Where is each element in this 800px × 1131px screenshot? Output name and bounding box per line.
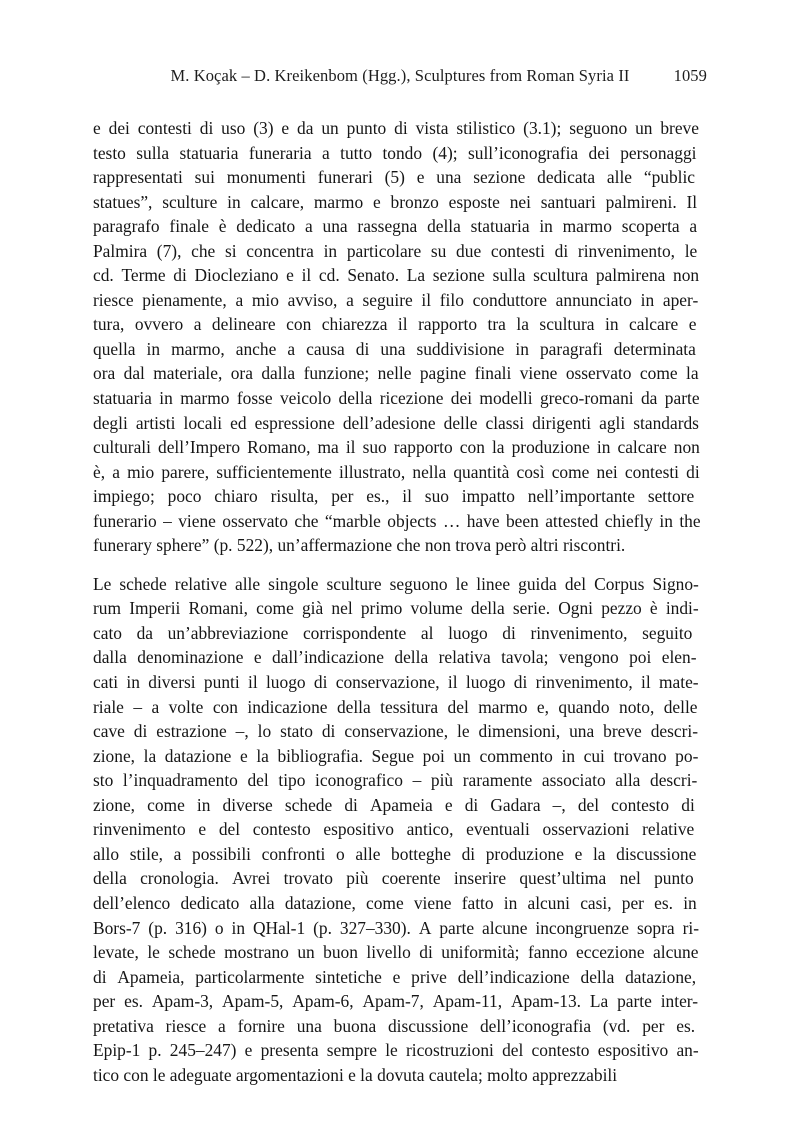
text-line: statues”, sculture in calcare, marmo e bronzo esposte nei santuari palmireni. Il [93, 191, 698, 212]
text-line: dell’elenco dedicato alla datazione, come viene fatto in alcuni casi, per es. in [93, 892, 697, 913]
text-line: cd. Terme di Diocleziano e il cd. Senato. La sezione sulla scultura palmirena non [93, 265, 700, 286]
text-line: di Apameia, particolarmente sintetiche e prive dell’indicazione della datazione, [93, 966, 697, 987]
text-line: Palmira (7), che si concentra in particolare su due contesti di rinvenimento, le [93, 240, 698, 261]
text-line: allo stile, a possibili confronti o alle botteghe di produzione e la discussione [93, 843, 697, 864]
text-line: riesce pienamente, a mio avviso, a seguire il filo conduttore annunciato in aper- [93, 289, 699, 310]
body-text-block [93, 116, 707, 1087]
text-line: funerario – viene osservato che “marble objects … have been attested chiefly in the [93, 510, 701, 531]
text-line: tico con le adeguate argomentazioni e la dovuta cautela; molto apprezzabili [93, 1064, 618, 1085]
text-line: ora dal materiale, ora dalla funzione; nelle pagine finali viene osservato come la [93, 363, 699, 384]
text-line: funerary sphere” (p. 522), un’affermazione che non trova però altri riscontri. [93, 535, 626, 556]
text-line: è, a mio parere, sufficientemente illustrato, nella quantità così come nei contesti di [93, 461, 700, 482]
text-line: riale – a volte con indicazione della tessitura del marmo e, quando noto, delle [93, 696, 698, 717]
text-line: degli artisti locali ed espressione dell’adesione delle classi dirigenti agli standards [93, 412, 699, 433]
text-line: Epip-1 p. 245–247) e presenta sempre le ricostruzioni del contesto espositivo an- [93, 1040, 699, 1061]
text-line: della cronologia. Avrei trovato più coerente inserire quest’ultima nel punto [93, 868, 694, 889]
text-line: statuaria in marmo fosse veicolo della ricezione dei modelli greco-romani da parte [93, 388, 700, 409]
text-line: rum Imperii Romani, come già nel primo volume della serie. Ogni pezzo è indi- [93, 598, 699, 619]
text-line: zione, come in diverse schede di Apameia e di Gadara –, del contesto di [93, 794, 695, 815]
page-number: 1059 [673, 66, 707, 85]
text-line: culturali dell’Impero Romano, ma il suo rapporto con la produzione in calcare non [93, 437, 700, 458]
text-line: impiego; poco chiaro risulta, per es., il suo impatto nell’importante settore [93, 486, 695, 507]
text-line: quella in marmo, anche a causa di una suddivisione in paragrafi determinata [93, 338, 696, 359]
paragraph-2 [93, 572, 707, 1087]
running-header [93, 66, 707, 92]
text-line: levate, le schede mostrano un buon livello di uniformità; fanno eccezione alcune [93, 942, 699, 963]
text-line: testo sulla statuaria funeraria a tutto tondo (4); sull’iconografia dei personaggi [93, 142, 697, 163]
text-line: zione, la datazione e la bibliografia. Segue poi un commento in cui trovano po- [93, 745, 699, 766]
text-line: cati in diversi punti il luogo di conservazione, il luogo di rinvenimento, il mate- [93, 672, 699, 693]
text-line: paragrafo finale è dedicato a una rassegna della statuaria in marmo scoperta a [93, 216, 698, 237]
text-line: rappresentati sui monumenti funerari (5) e una sezione dedicata alle “public [93, 167, 696, 188]
text-line: e dei contesti di uso (3) e da un punto di vista stilistico (3.1); seguono un breve [93, 118, 699, 138]
text-line: rinvenimento e del contesto espositivo antico, eventuali osservazioni relative [93, 819, 695, 840]
text-line: dalla denominazione e dall’indicazione della relativa tavola; vengono poi elen- [93, 647, 697, 668]
text-line: cato da un’abbreviazione corrispondente al luogo di rinvenimento, seguito [93, 622, 693, 643]
text-line: cave di estrazione –, lo stato di conservazione, le dimensioni, una breve descri- [93, 721, 699, 742]
text-line: Le schede relative alle singole sculture seguono le linee guida del Corpus Signo- [93, 573, 699, 594]
text-line: sto l’inquadramento del tipo iconografico – più raramente associato alla descri- [93, 770, 698, 791]
paragraph-1 [93, 116, 707, 558]
running-header-title: M. Koçak – D. Kreikenbom (Hgg.), Sculptures from Roman Syria II [170, 66, 630, 85]
text-line: tura, ovvero a delineare con chiarezza il rapporto tra la scultura in calcare e [93, 314, 697, 335]
text-line: Bors-7 (p. 316) o in QHal-1 (p. 327–330). A parte alcune incongruenze sopra ri- [93, 917, 699, 938]
text-line: pretativa riesce a fornire una buona discussione dell’iconografia (vd. per es. [93, 1015, 696, 1036]
text-line: per es. Apam-3, Apam-5, Apam-6, Apam-7, Apam-11, Apam-13. La parte inter- [93, 991, 699, 1012]
